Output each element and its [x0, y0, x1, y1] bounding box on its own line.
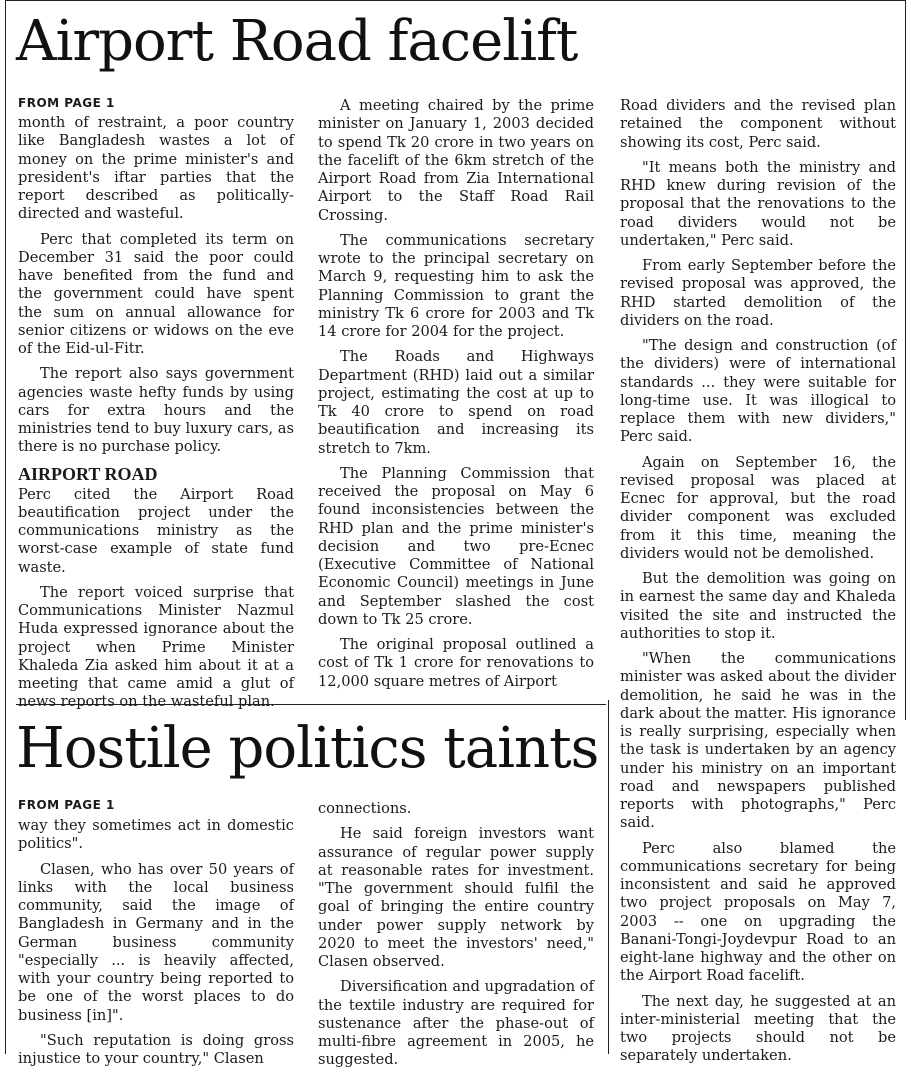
paragraph: The report also says government agencies waste hefty funds by using cars for extra hours and the ministries tend to buy luxury cars, as there is no purchase policy.: [18, 365, 294, 456]
paragraph: From early September before the revised proposal was approved, the RHD started demolition of the dividers on the road.: [620, 257, 896, 329]
paragraph: The original proposal outlined a cost of Tk 1 crore for renovations to 12,000 square metres of Airport: [318, 636, 594, 690]
paragraph: He said foreign investors want assurance of regular power supply at reasonable rates for investment. "The government should fulfil the goal of bringing the entire country under power supply network by 2020 to meet the investors' need," Clasen observed.: [318, 825, 594, 970]
paragraph: Again on September 16, the revised proposal was placed at Ecnec for approval, but the road divider component was excluded from it this time, meaning the dividers would not be demolished.: [620, 453, 896, 562]
story2-column-2: [318, 800, 594, 1077]
paragraph: The Roads and Highways Department (RHD) laid out a similar project, estimating the cost at up to Tk 40 crore to spend on road beautification and increasing its stretch to 7km.: [318, 348, 594, 457]
story2-column-1: [18, 817, 294, 1075]
paragraph: "It means both the ministry and RHD knew during revision of the proposal that the renovations to the road dividers would not be undertaken," Perc said.: [620, 158, 896, 249]
from-page-label: FROM PAGE 1: [18, 798, 115, 812]
paragraph: "The design and construction (of the dividers) were of international standards ... they were suitable for long-time use. It was illogical to replace them with new dividers," Perc said.: [620, 337, 896, 446]
top-rule: [5, 0, 905, 1]
paragraph: Clasen, who has over 50 years of links with the local business community, said the image of Bangladesh in Germany and in the German business community "especially ... is heavily affected, with your country being reported to be one of the worst places to do business [in]".: [18, 860, 294, 1024]
headline-hostile-politics: Hostile politics taints: [16, 716, 599, 781]
paragraph: connections.: [318, 800, 412, 817]
column-rule-3: [608, 700, 609, 1054]
paragraph: month of restraint, a poor country like Bangladesh wastes a lot of money on the prime minister's and president's iftar parties that the report described as politically-directed and wasteful.: [18, 114, 294, 223]
story1-column-3: [620, 97, 896, 1073]
story1-column-1: [18, 114, 294, 719]
paragraph: Perc cited the Airport Road beautification project under the communications ministry as the worst-case example of state fund waste.: [18, 485, 294, 576]
paragraph: But the demolition was going on in earnest the same day and Khaleda visited the site and instructed the authorities to stop it.: [620, 570, 896, 642]
paragraph: The communications secretary wrote to the principal secretary on March 9, requesting him to ask the Planning Commission to grant the ministry Tk 6 crore for 2003 and Tk 14 crore for 2004 for the project.: [318, 231, 594, 340]
story1-column-2: [318, 97, 594, 698]
paragraph: The report voiced surprise that Communications Minister Nazmul Huda expressed ignorance about the project when Prime Minister Khaleda Zia asked him about it at a meeting that came amid a glut of news reports on the wasteful plan.: [18, 583, 294, 711]
paragraph: Perc that completed its term on December 31 said the poor could have benefited from the fund and the government could have spent the sum on annual allowance for senior citizens or widows on the eve of the Eid-ul-Fitr.: [18, 230, 294, 357]
right-border-rule: [905, 0, 906, 720]
paragraph: A meeting chaired by the prime minister on January 1, 2003 decided to spend Tk 20 crore in two years on the facelift of the 6km stretch of the Airport Road from Zia International Airport to the Staff Road Rail Crossing.: [318, 97, 594, 224]
subheading-airport-road: AIRPORT ROAD: [18, 463, 158, 484]
paragraph: Diversification and upgradation of the textile industry are required for sustenance after the phase-out of multi-fibre agreement in 2005, he suggested.: [318, 978, 594, 1069]
paragraph: Road dividers and the revised plan retained the component without showing its cost, Perc said.: [620, 97, 896, 151]
headline-airport-road: Airport Road facelift: [16, 9, 578, 74]
from-page-label: FROM PAGE 1: [18, 96, 115, 110]
paragraph: way they sometimes act in domestic politics".: [18, 817, 294, 853]
paragraph: The Planning Commission that received the proposal on May 6 found inconsistencies between the RHD plan and the prime minister's decision and two pre-Ecnec (Executive Committee of National Economic Council) meetings in June and September slashed the cost down to Tk 25 crore.: [318, 464, 594, 628]
paragraph: "When the communications minister was asked about the divider demolition, he said he was in the dark about the matter. His ignorance is really surprising, especially when the task is undertaken by an agency under his ministry on an important road and newspapers published reports with photographs," Perc said.: [620, 650, 896, 832]
paragraph: The next day, he suggested at an inter-ministerial meeting that the two projects should not be separately undertaken.: [620, 992, 896, 1065]
paragraph: Perc also blamed the communications secretary for being inconsistent and said he approved two project proposals on May 7, 2003 -- one on upgrading the Banani-Tongi-Joydevpur Road to an eight-lane highway and the other on the Airport Road facelift.: [620, 839, 896, 985]
paragraph: "Such reputation is doing gross injustice to your country," Clasen: [18, 1031, 294, 1067]
left-border-rule: [5, 0, 6, 1054]
